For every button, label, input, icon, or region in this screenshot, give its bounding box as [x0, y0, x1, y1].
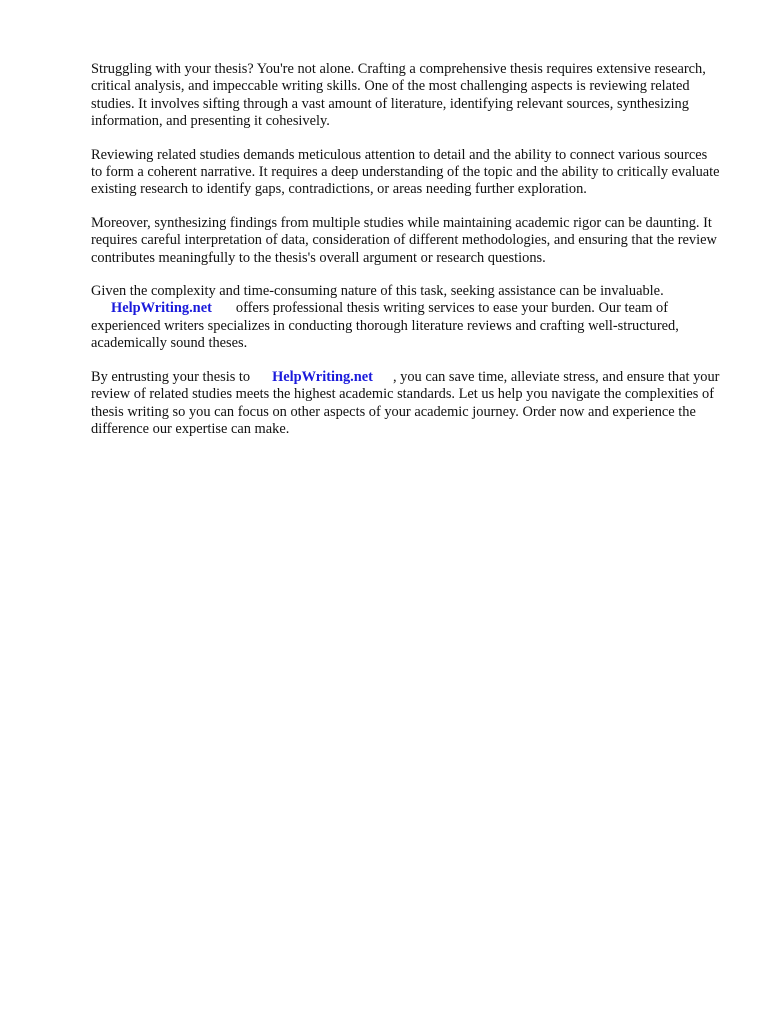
helpwriting-link-2[interactable]: HelpWriting.net — [272, 368, 373, 385]
paragraph-assistance-tail: offers professional thesis writing services to ease your burden. Our team of experienced writers specializes in conducting thorough literature reviews and crafting well-structured, academically sound theses. — [91, 300, 679, 352]
paragraph-conclusion — [91, 369, 721, 439]
paragraph-intro: Struggling with your thesis? You're not alone. Crafting a comprehensive thesis requires extensive research, critical analysis, and impeccable writing skills. One of the most challenging aspects is reviewing related studies. It involves sifting through a vast amount of literature, identifying relevant sources, synthesizing information, and presenting it cohesively. — [91, 61, 706, 130]
paragraph-conclusion-tail: , you can save time, alleviate stress, and ensure that your review of related studies meets the highest academic standards. Let us help you navigate the complexities of thesis writing so you can focus on other aspects of your academic journey. Order now and experience the difference our expertise can make. — [91, 368, 720, 437]
paragraph-conclusion-lead: By entrusting your thesis to — [91, 368, 251, 385]
helpwriting-link[interactable]: HelpWriting.net — [111, 300, 212, 317]
paragraph-synthesizing: Moreover, synthesizing findings from multiple studies while maintaining academic rigor can be daunting. It requires careful interpretation of data, consideration of different methodologies, and ensuring that the review contributes meaningfully to the thesis's overall argument or research questions. — [91, 214, 717, 266]
paragraph-assistance-lead: Given the complexity and time-consuming nature of this task, seeking assistance can be invaluable. — [91, 283, 664, 300]
document-body — [91, 61, 721, 454]
paragraph-assistance — [91, 283, 721, 353]
paragraph-reviewing: Reviewing related studies demands meticulous attention to detail and the ability to connect various sources to form a coherent narrative. It requires a deep understanding of the topic and the ability to critically evaluate existing research to identify gaps, contradictions, or areas needing further exploration. — [91, 146, 720, 198]
